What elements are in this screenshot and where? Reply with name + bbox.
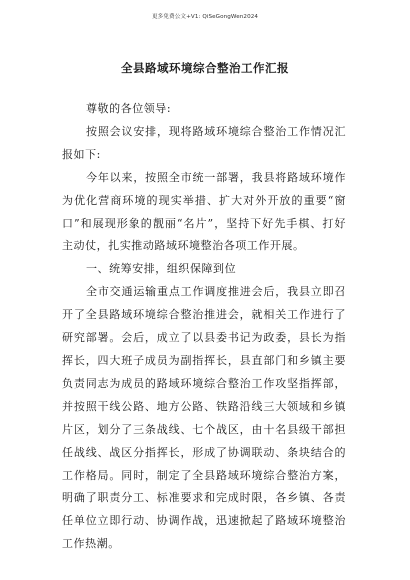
paragraph: 按照会议安排，现将路域环境综合整治工作情况汇报如下: <box>62 124 346 161</box>
paragraph: 全市交通运输重点工作调度推进会后，我县立即召开了全县路域环境综合整治推进会，就相关工作进行了研究部署。会后，成立了以县委书记为政委，县长为指挥长，四大班子成员为副指挥长，县直部门和乡镇主要负责同志为成员的路域环境综合整治工作攻坚指挥部，并按照干线公路、地方公路、铁路沿线三大领域和乡镇片区，划分了三条战线、七个战区，由十名县级干部担任战线、战区分指挥长，形成了协调联动、条块结合的工作格局。同时，制定了全县路域环境综合整治方案，明确了职责分工、标准要求和完成时限，各乡镇、各责任单位立即行动、协调作战，迅速掀起了路域环境整治工作热潮。 <box>62 285 346 551</box>
greeting: 尊敬的各位领导: <box>86 102 172 115</box>
header-watermark: 更多免费公文+V1: QiSeGongWen2024 <box>151 14 259 20</box>
paragraph: 今年以来，按照全市统一部署，我县将路域环境作为优化营商环境的现实举措、扩大对外开放的重要“窗口”和展现形象的靓丽“名片”，坚持下好先手棋、打好主动仗，扎实推动路域环境整治各项工作开展。 <box>62 170 346 253</box>
section-heading: 一、统筹安排，组织保障到位 <box>86 262 237 276</box>
document-body <box>62 98 346 556</box>
document-title: 全县路域环境综合整治工作汇报 <box>121 61 289 75</box>
